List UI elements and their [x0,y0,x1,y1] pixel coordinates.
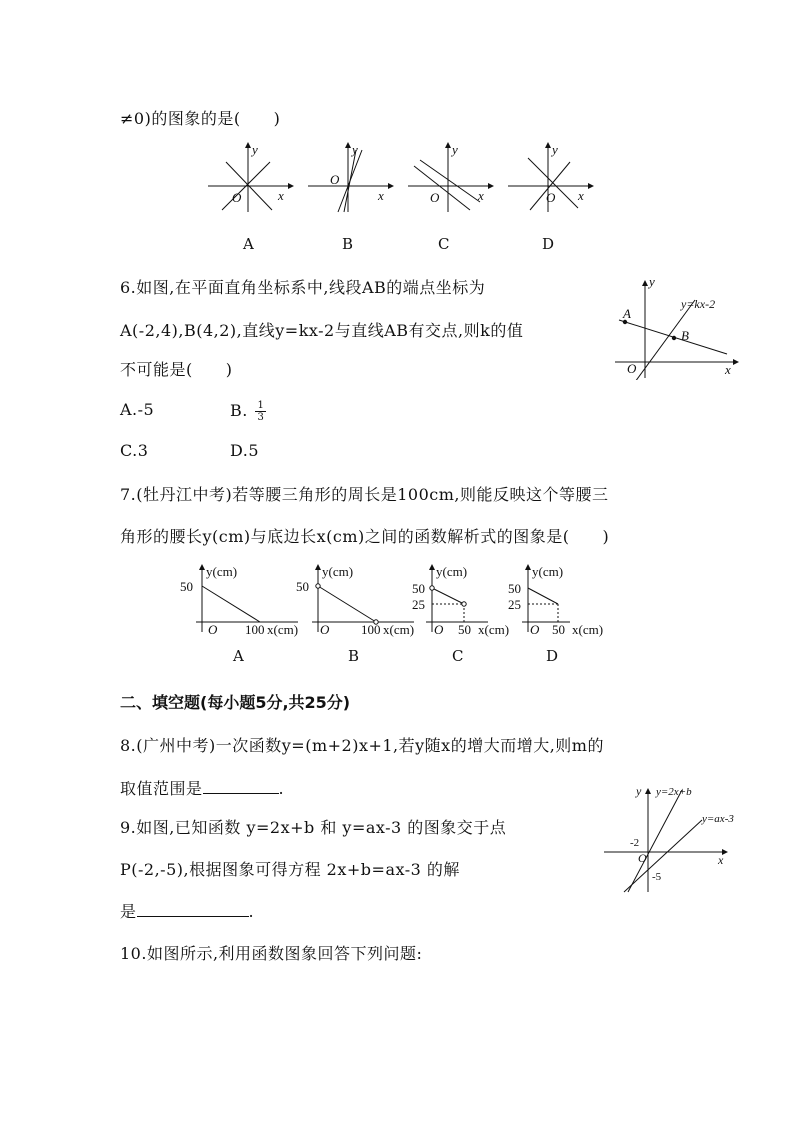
q10-stem-line1: 10.如图所示,利用函数图象回答下列问题: [120,944,423,963]
q8-line2-prefix: 取值范围是 [120,779,203,798]
q7-option-b: B [348,647,360,665]
svg-text:O: O [546,190,556,205]
q7-a-y-tick: 50 [180,579,193,594]
q8-stem-line2 [120,776,284,799]
q7-stem-line2: 角形的腰长y(cm)与底边长x(cm)之间的函数解析式的图象是( ) [120,527,610,546]
q7-graph-a [178,562,308,638]
q7-c-origin: O [434,622,444,637]
q9-fig-tick-neg5: -5 [652,871,662,883]
svg-text:O: O [430,190,440,205]
section-heading: 二、填空题(每小题5分,共25分) [120,693,351,712]
q7-d-x-tick: 50 [552,622,565,637]
q5-graph-d [500,140,595,215]
svg-text:y: y [452,142,458,157]
q7-option-d: D [546,647,559,665]
q9-fig-origin: O [638,851,647,865]
q7-c-y-tick-25: 25 [412,597,425,612]
q9-stem-line3 [120,899,254,922]
q7-c-y-tick-50: 50 [412,581,425,596]
q7-a-y-axis: y(cm) [206,564,238,579]
q7-d-x-axis: x(cm) [572,622,604,637]
q7-a-x-axis: x(cm) [267,622,299,637]
q9-line3-prefix: 是 [120,902,137,921]
q6-fig-point-a: A [623,306,631,321]
q7-b-origin: O [320,622,330,637]
q6-option-a: A.-5 [120,400,155,419]
q7-b-x-axis: x(cm) [383,622,415,637]
q7-d-y-axis: y(cm) [532,564,564,579]
q5-option-d: D [542,235,555,253]
q5-option-c: C [438,235,450,253]
q7-c-y-axis: y(cm) [436,564,468,579]
q8-line2-suffix: . [278,779,285,798]
q6-fig-y-label: y [649,274,655,289]
q7-c-x-tick: 50 [458,622,471,637]
q5-stem-tail: ≠0)的图象的是( ) [120,109,281,128]
svg-text:x: x [578,188,584,203]
q6-stem-line3: 不可能是( ) [120,360,233,379]
svg-text:O: O [232,190,242,205]
q7-d-y-tick-50: 50 [508,581,521,596]
q9-stem-line2: P(-2,-5),根据图象可得方程 2x+b=ax-3 的解 [120,860,460,879]
svg-text:x: x [478,188,484,203]
q9-fig-line1-label: y=2x+b [656,786,692,798]
q6-fig-line-label: y=kx-2 [681,297,716,311]
q9-line3-suffix: . [248,902,255,921]
q5-graph-c [400,140,495,215]
svg-text:y: y [252,142,258,157]
q5-option-b: B [342,235,354,253]
q8-stem-line1: 8.(广州中考)一次函数y=(m+2)x+1,若y随x的增大而增大,则m的 [120,736,604,755]
q9-fig-x-label: x [718,853,724,867]
q6-fig-x-label: x [725,362,731,377]
q6-stem-line1: 6.如图,在平面直角坐标系中,线段AB的端点坐标为 [120,278,486,297]
q8-answer-blank[interactable] [203,779,279,794]
q6-option-b-fraction [255,400,266,423]
q5-graph-b [300,140,395,215]
q6-option-c: C.3 [120,441,149,460]
q7-b-y-tick: 50 [296,579,309,594]
q6-option-b-denominator: 3 [257,412,265,423]
q9-fig-tick-neg2: -2 [630,837,640,849]
q6-fig-point-b: B [681,328,689,343]
q7-c-x-axis: x(cm) [478,622,510,637]
q6-figure [605,270,750,380]
q9-figure [600,780,760,895]
q6-option-b-numerator: 1 [257,400,265,411]
q9-stem-line1: 9.如图,已知函数 y=2x+b 和 y=ax-3 的图象交于点 [120,818,507,837]
q6-option-d: D.5 [230,441,260,460]
svg-text:y: y [352,142,358,157]
q7-graph-d [504,562,614,638]
q7-option-c: C [452,647,464,665]
q7-b-x-tick: 100 [361,622,381,637]
q7-option-a: A [233,647,245,665]
svg-text:y: y [552,142,558,157]
q7-a-x-tick: 100 [245,622,265,637]
q9-answer-blank[interactable] [137,902,249,917]
q6-option-b-prefix: B. [230,401,248,420]
q6-option-b [230,400,266,423]
q7-a-origin: O [208,622,218,637]
q7-b-y-axis: y(cm) [322,564,354,579]
q9-fig-y-label: y [636,784,642,798]
q7-graph-b [294,562,424,638]
q5-graph-a [200,140,295,215]
q7-graph-c [408,562,518,638]
svg-text:O: O [330,172,340,187]
q7-stem-line1: 7.(牡丹江中考)若等腰三角形的周长是100cm,则能反映这个等腰三 [120,485,609,504]
q9-fig-line2-label: y=ax-3 [702,813,734,825]
q5-option-a: A [243,235,255,253]
q7-d-y-tick-25: 25 [508,597,521,612]
svg-text:x: x [278,188,284,203]
q6-stem-line2: A(-2,4),B(4,2),直线y=kx-2与直线AB有交点,则k的值 [120,321,524,340]
q6-fig-origin: O [627,361,637,376]
svg-text:x: x [378,188,384,203]
q7-d-origin: O [530,622,540,637]
